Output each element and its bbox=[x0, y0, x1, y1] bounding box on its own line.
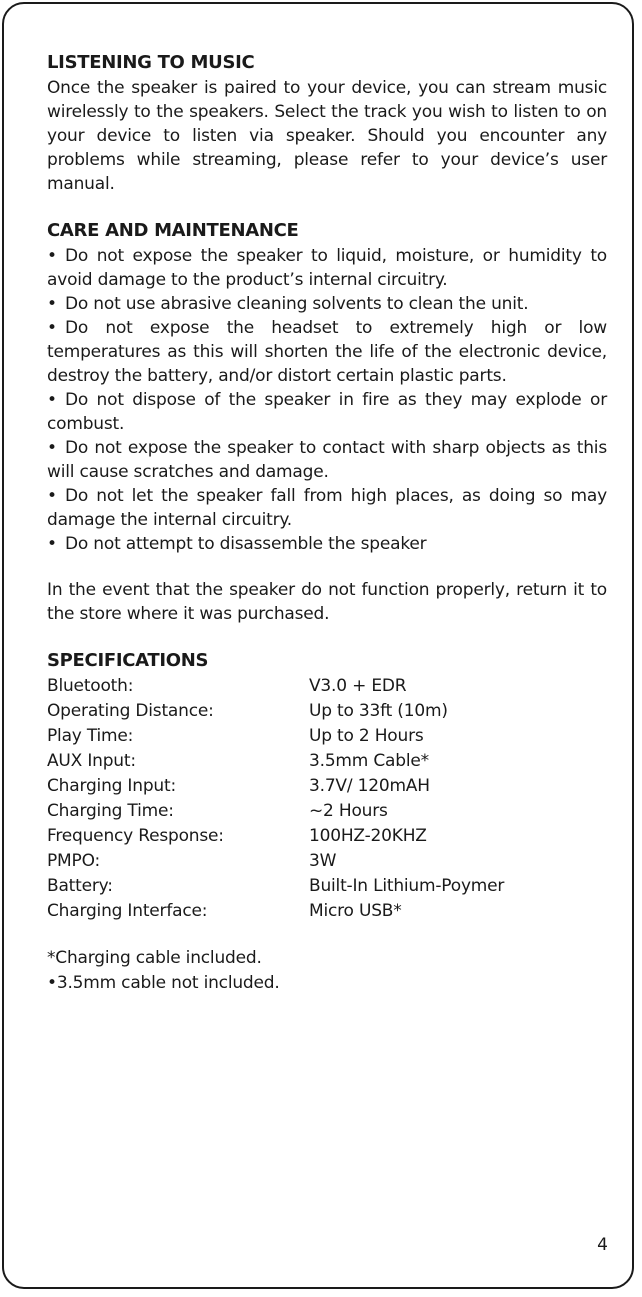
manual-page bbox=[2, 2, 634, 1289]
care-bullet bbox=[47, 388, 607, 436]
spec-row bbox=[47, 874, 607, 899]
spec-value: 3.7V/ 120mAH bbox=[309, 776, 430, 796]
spec-row bbox=[47, 899, 607, 924]
spec-value: 3.5mm Cable* bbox=[309, 751, 429, 771]
page-number: 4 bbox=[597, 1235, 608, 1255]
care-bullet-text: Do not expose the speaker to contact with sharp objects as this will cause scratches and damage. bbox=[47, 438, 607, 482]
care-bullet-text: Do not dispose of the speaker in fire as they may explode or combust. bbox=[47, 390, 607, 434]
spec-row bbox=[47, 724, 607, 749]
care-bullet bbox=[47, 316, 607, 388]
footnotes-section bbox=[47, 946, 607, 996]
care-bullet-text: Do not expose the speaker to liquid, moisture, or humidity to avoid damage to the product’s internal circuitry. bbox=[47, 246, 607, 290]
spec-row bbox=[47, 749, 607, 774]
spec-row bbox=[47, 774, 607, 799]
care-bullet bbox=[47, 244, 607, 292]
closing-section bbox=[47, 578, 607, 626]
spec-row bbox=[47, 674, 607, 699]
specs-section bbox=[47, 648, 607, 924]
care-section bbox=[47, 218, 607, 556]
spec-row bbox=[47, 799, 607, 824]
spec-label: PMPO: bbox=[47, 851, 100, 871]
listening-body: Once the speaker is paired to your device, you can stream music wirelessly to the speakers. Select the track you wish to listen to on your device to listen via speaker. Should you encounter any problems while streaming, please refer to your device’s user manual. bbox=[47, 78, 607, 194]
listening-section bbox=[47, 50, 607, 196]
spec-value: 100HZ-20KHZ bbox=[309, 826, 427, 846]
bullet-icon: • bbox=[47, 438, 57, 458]
footnote: •3.5mm cable not included. bbox=[47, 973, 280, 993]
spec-value: Up to 2 Hours bbox=[309, 726, 424, 746]
spec-label: Frequency Response: bbox=[47, 826, 224, 846]
care-heading: CARE AND MAINTENANCE bbox=[47, 220, 299, 241]
spec-value: Up to 33ft (10m) bbox=[309, 701, 448, 721]
bullet-icon: • bbox=[47, 534, 57, 554]
listening-heading: LISTENING TO MUSIC bbox=[47, 52, 255, 73]
care-bullet bbox=[47, 436, 607, 484]
spec-row bbox=[47, 699, 607, 724]
bullet-icon: • bbox=[47, 390, 57, 410]
spec-value: 3W bbox=[309, 851, 337, 871]
spec-row bbox=[47, 824, 607, 849]
spec-label: Charging Input: bbox=[47, 776, 176, 796]
spec-value: Built-In Lithium-Poymer bbox=[309, 876, 505, 896]
spec-row bbox=[47, 849, 607, 874]
spec-label: Play Time: bbox=[47, 726, 134, 746]
bullet-icon: • bbox=[47, 246, 57, 266]
spec-label: AUX Input: bbox=[47, 751, 136, 771]
bullet-icon: • bbox=[47, 318, 57, 338]
spec-label: Operating Distance: bbox=[47, 701, 214, 721]
care-bullet-text: Do not let the speaker fall from high places, as doing so may damage the internal circuitry. bbox=[47, 486, 607, 530]
care-bullet-text: Do not expose the headset to extremely high or low temperatures as this will shorten the life of the electronic device, destroy the battery, and/or distort certain plastic parts. bbox=[47, 318, 607, 386]
specs-heading: SPECIFICATIONS bbox=[47, 650, 209, 671]
spec-value: V3.0 + EDR bbox=[309, 676, 407, 696]
bullet-icon: • bbox=[47, 294, 57, 314]
care-closing: In the event that the speaker do not function properly, return it to the store where it was purchased. bbox=[47, 580, 607, 624]
care-bullet bbox=[47, 484, 607, 532]
care-bullet bbox=[47, 532, 607, 556]
spec-value: ~2 Hours bbox=[309, 801, 388, 821]
spec-label: Bluetooth: bbox=[47, 676, 134, 696]
page-content bbox=[47, 50, 607, 996]
spec-label: Charging Interface: bbox=[47, 901, 208, 921]
care-bullet-text: Do not use abrasive cleaning solvents to clean the unit. bbox=[65, 294, 529, 314]
spec-label: Battery: bbox=[47, 876, 113, 896]
bullet-icon: • bbox=[47, 486, 57, 506]
care-bullet bbox=[47, 292, 607, 316]
spec-label: Charging Time: bbox=[47, 801, 174, 821]
care-bullet-text: Do not attempt to disassemble the speaker bbox=[65, 534, 427, 554]
spec-value: Micro USB* bbox=[309, 901, 402, 921]
footnote: *Charging cable included. bbox=[47, 948, 262, 968]
